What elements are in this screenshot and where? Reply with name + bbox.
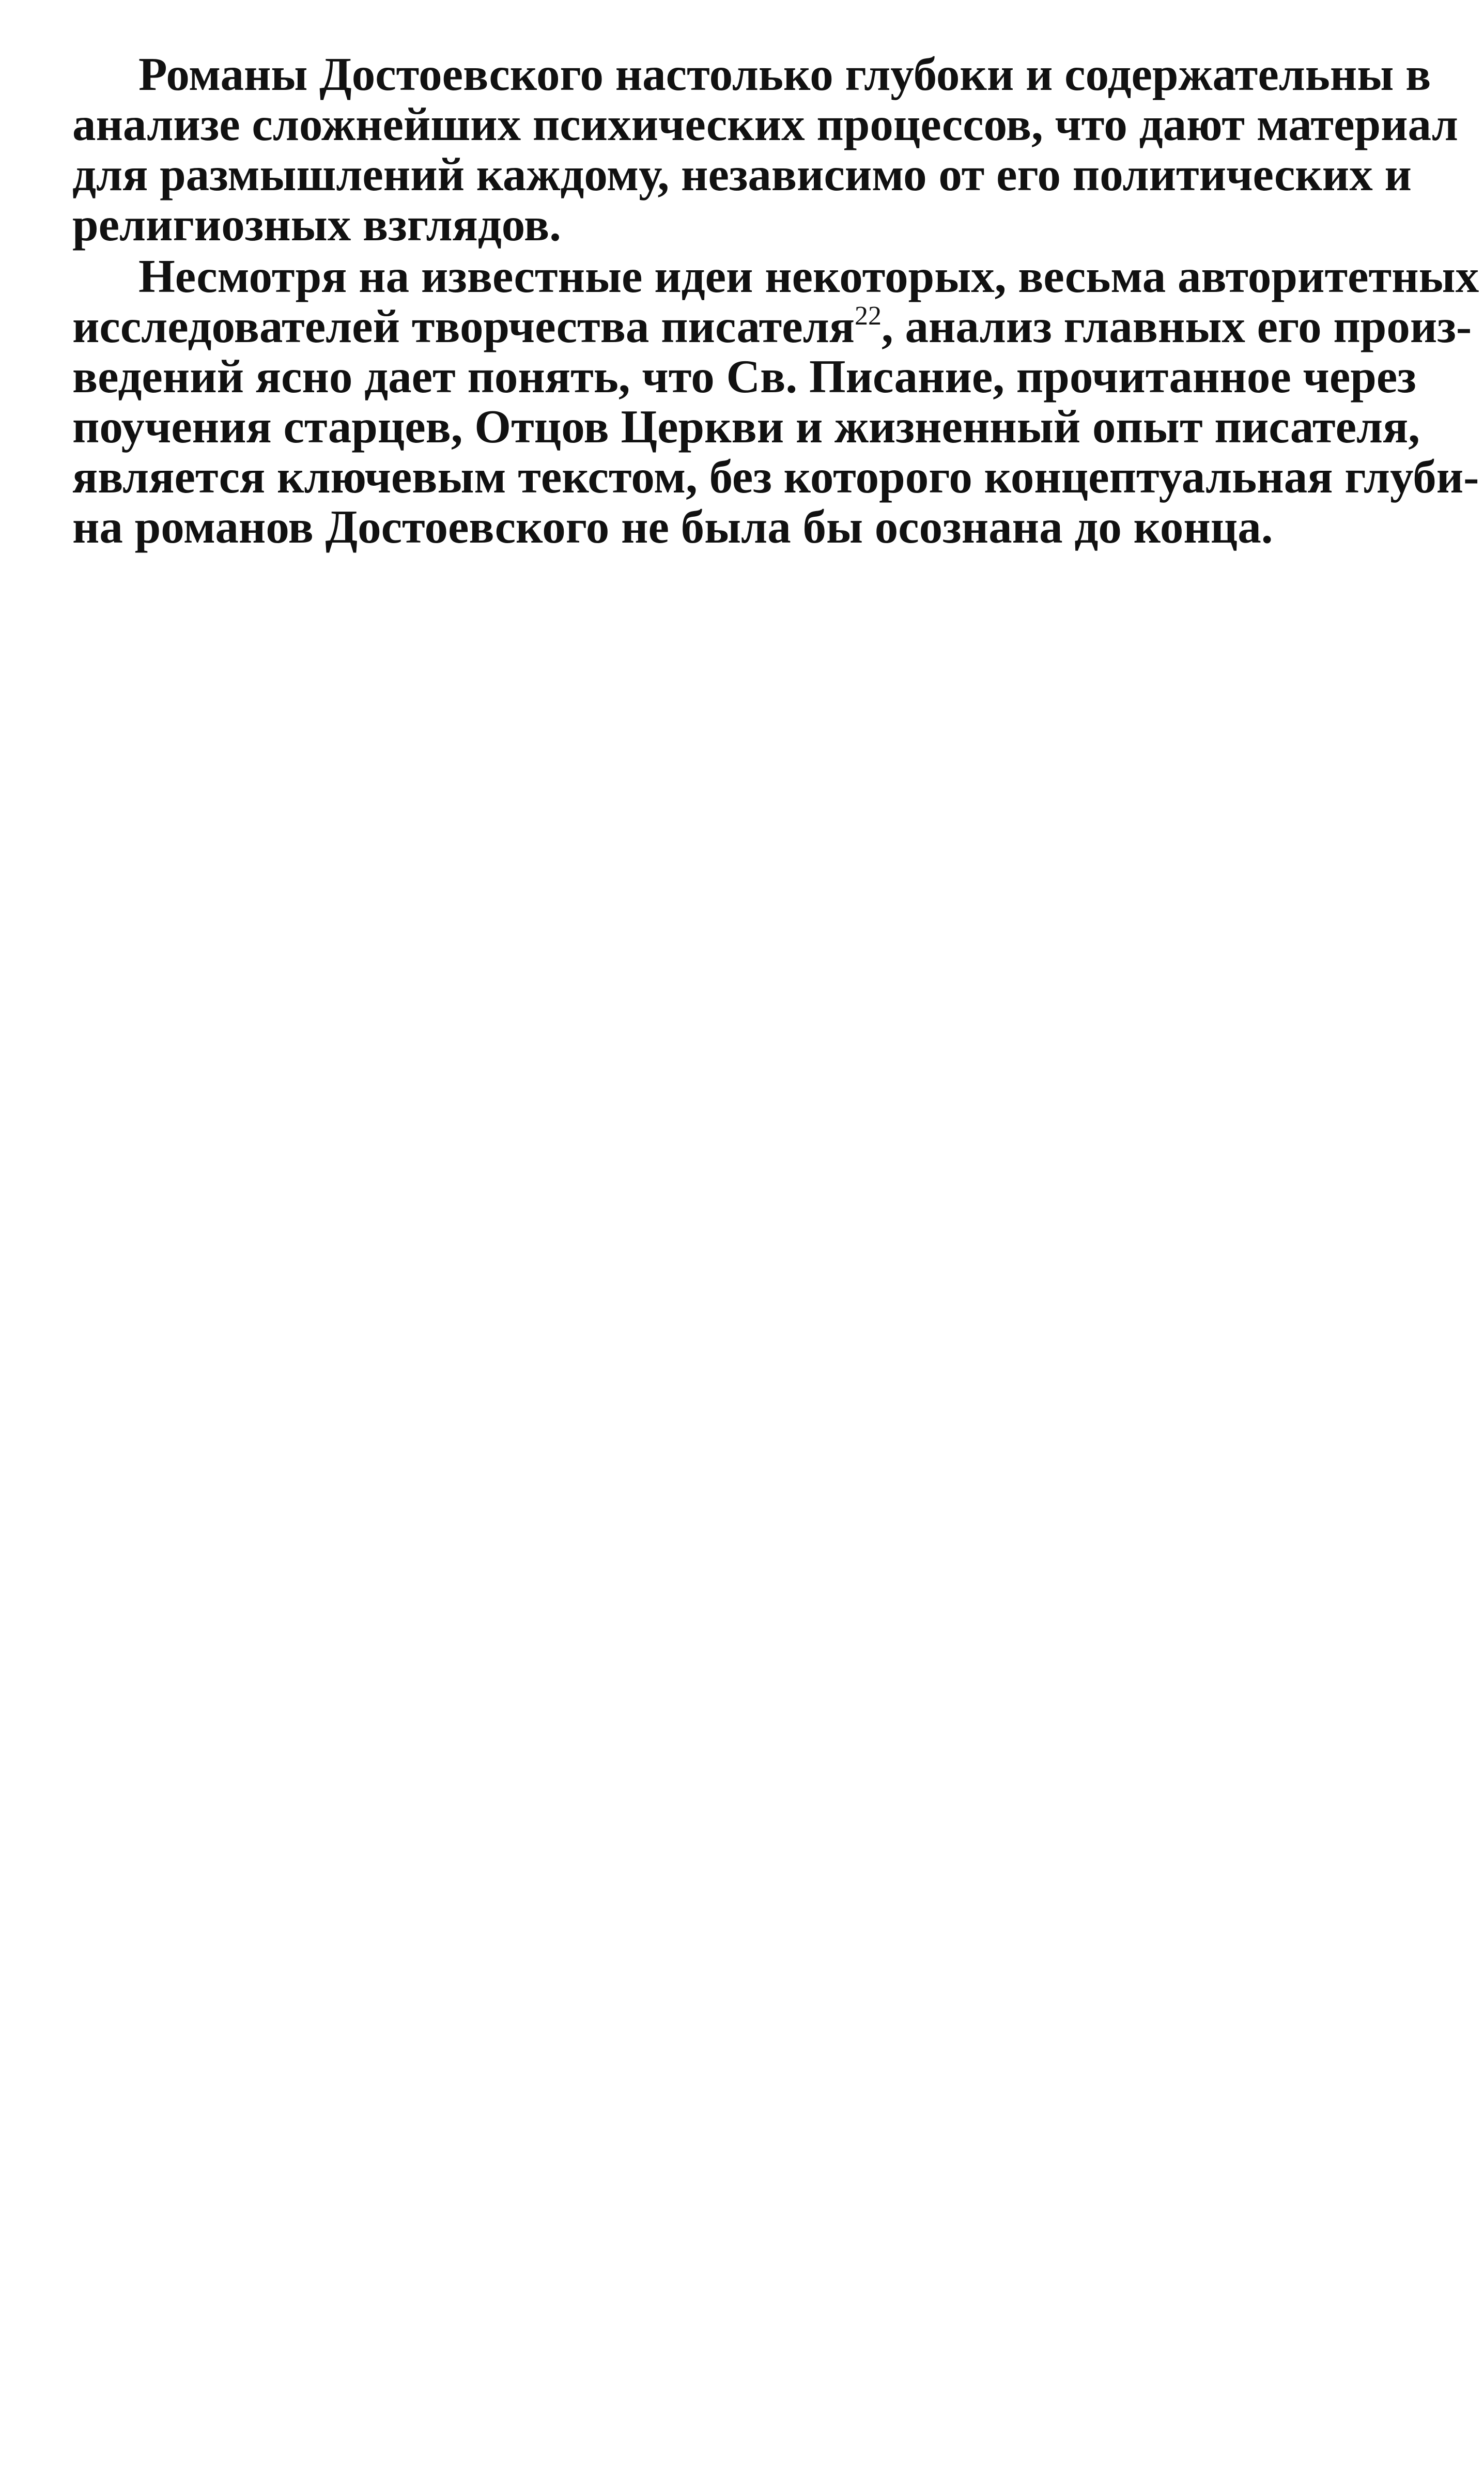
text-line: Романы Достоевского настолько глубоки и содержательны в <box>138 48 1431 100</box>
body-text <box>72 48 1479 553</box>
text-line: для размышлений каждому, независимо от его политических и <box>72 148 1412 200</box>
text-line: религиозных взглядов. <box>72 198 561 251</box>
text-line: ведений ясно дает понять, что Св. Писание, прочитанное через <box>72 350 1416 403</box>
text-segment: исследователей творчества писателя <box>72 300 855 352</box>
paragraph-2 <box>72 250 1479 553</box>
text-line: является ключевым текстом, без которого концептуальная глуби- <box>72 451 1479 503</box>
text-segment: , анализ главных его произ- <box>882 300 1472 352</box>
text-line: Несмотря на известные идеи некоторых, весьма авторитетных <box>138 250 1479 302</box>
footnote-reference[interactable]: 22 <box>855 301 882 331</box>
text-line: анализе сложнейших психических процессов, что дают материал <box>72 98 1458 150</box>
paragraph-1 <box>72 48 1458 251</box>
text-line: на романов Достоевского не была бы осознана до конца. <box>72 501 1273 553</box>
text-line <box>72 300 1472 352</box>
text-line: поучения старцев, Отцов Церкви и жизненный опыт писателя, <box>72 400 1420 453</box>
